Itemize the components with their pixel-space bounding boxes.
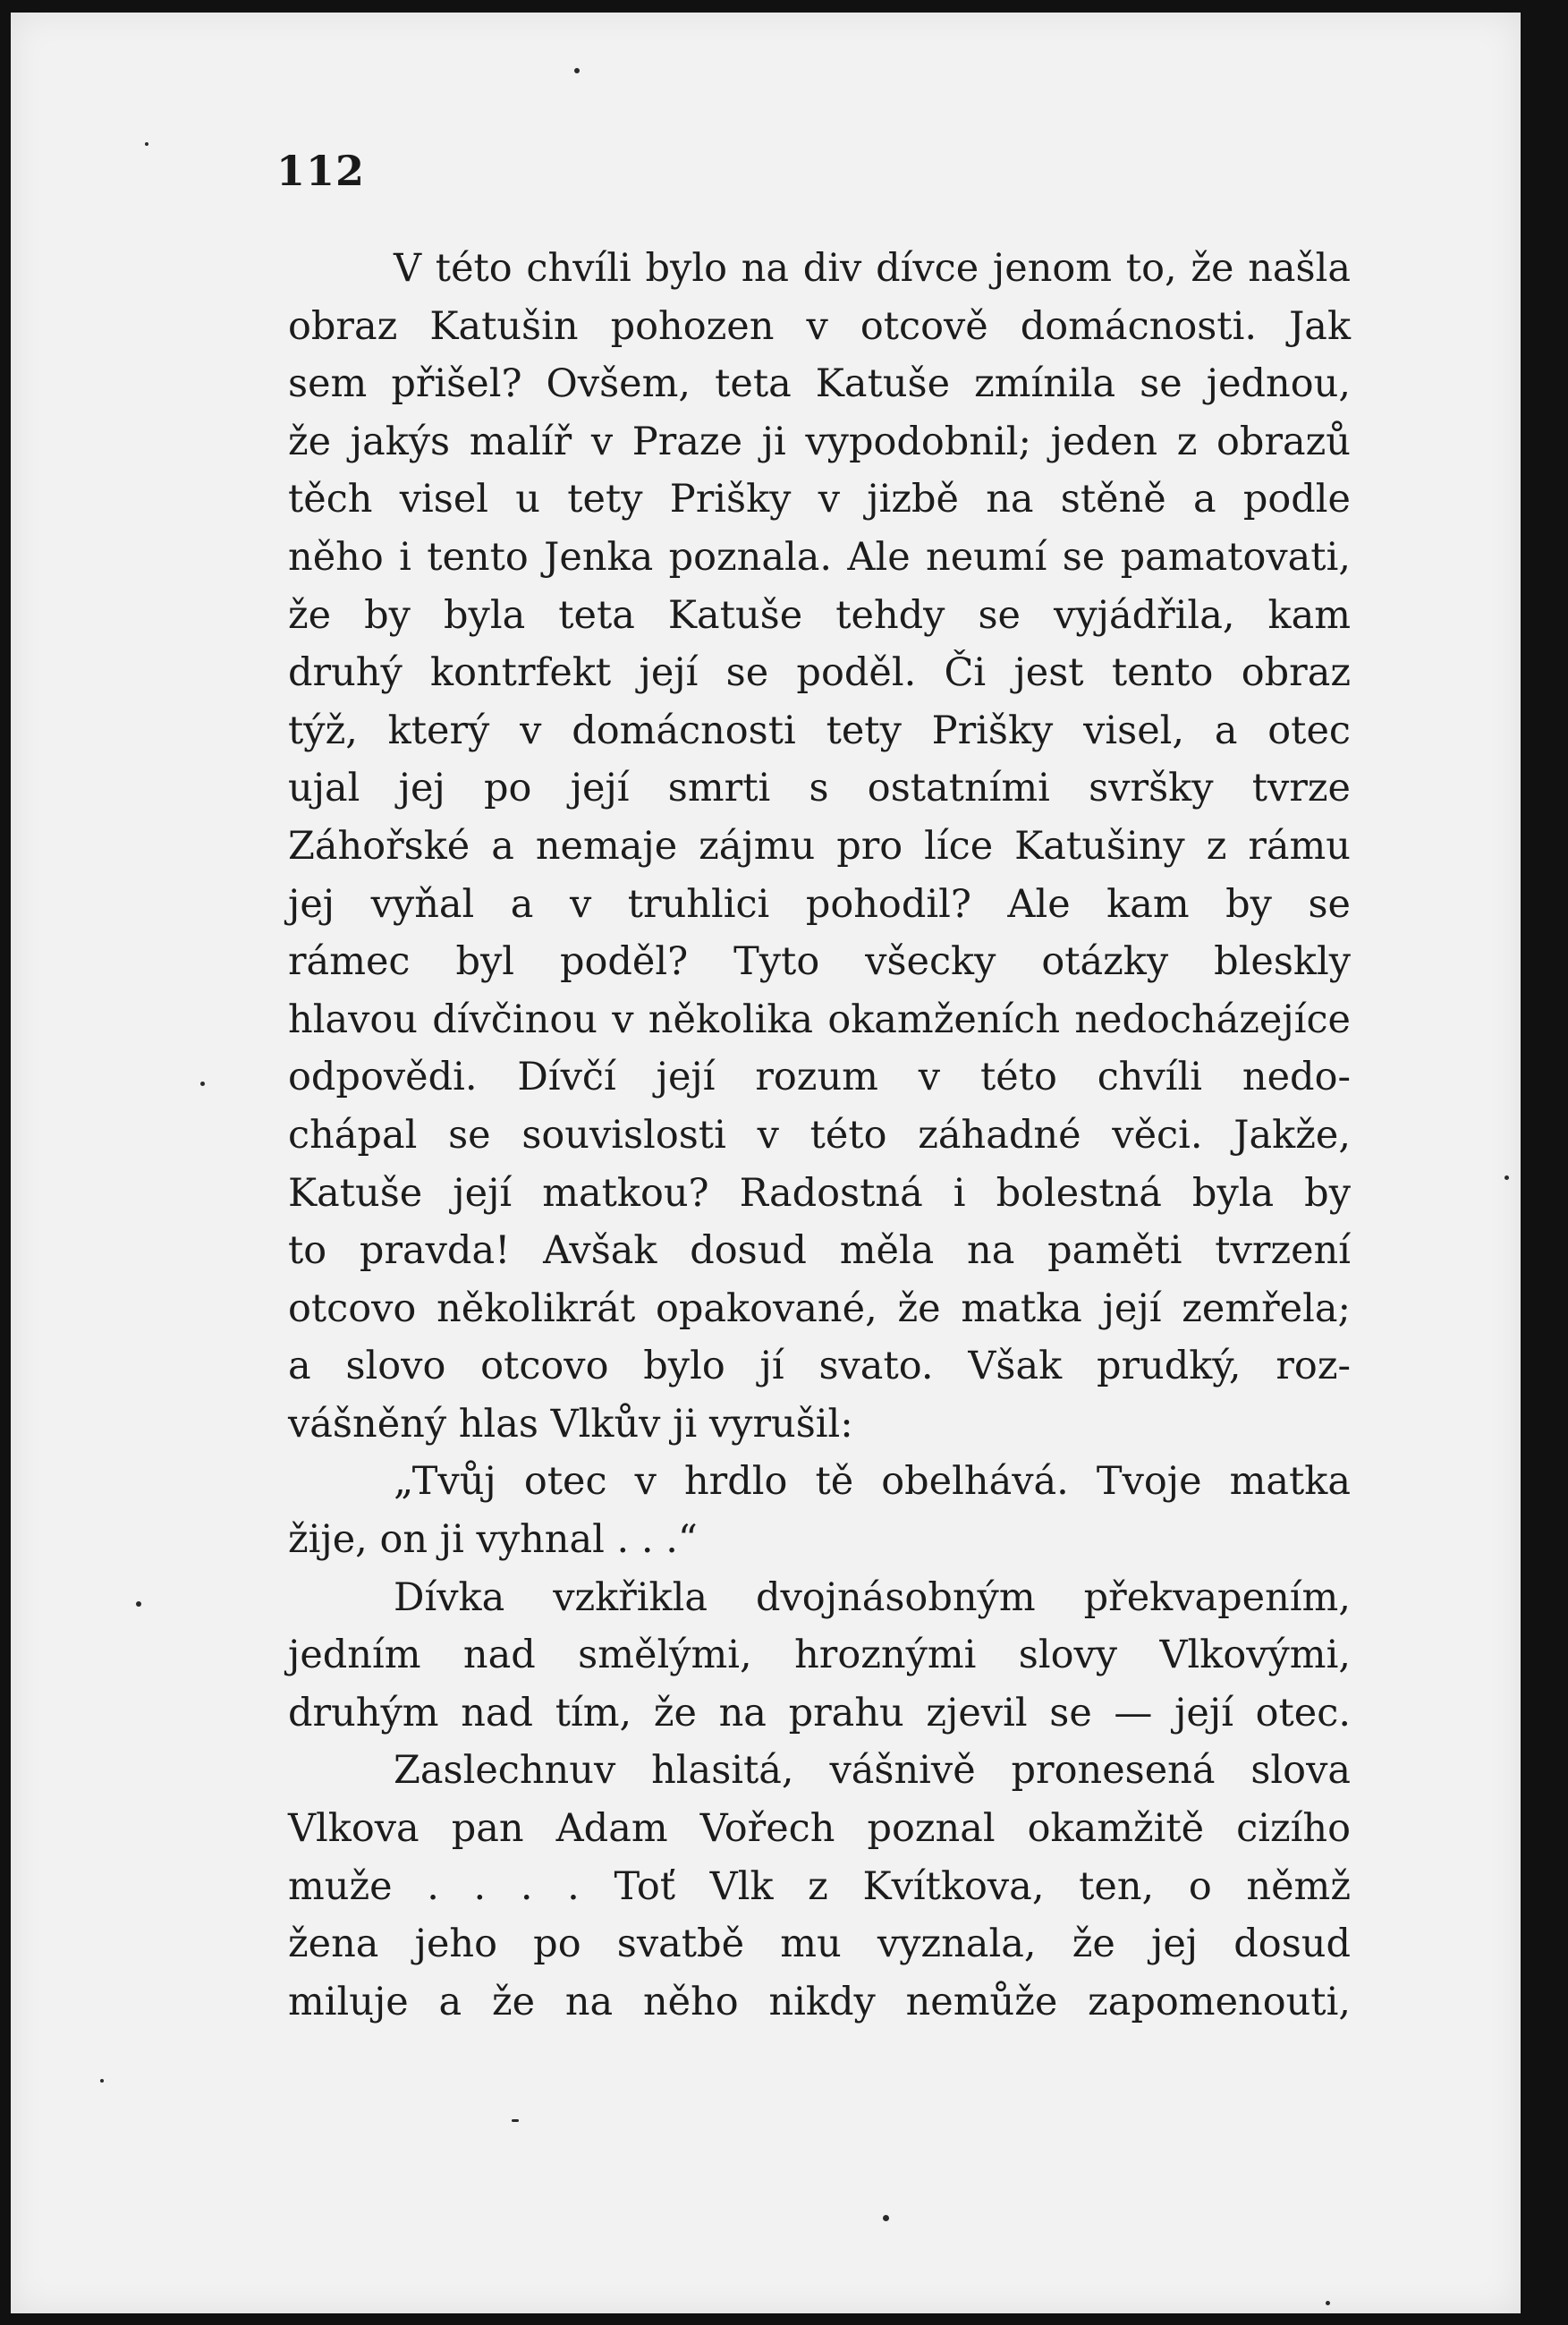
text-line: obraz Katušin pohozen v otcově domácnosti. Jak	[288, 303, 1351, 349]
text-line: druhým nad tím, že na prahu zjevil se — její otec.	[288, 1690, 1351, 1735]
text-line: hlavou dívčinou v několika okamženích nedocházejíce	[288, 997, 1351, 1042]
scan-speck	[1504, 1175, 1509, 1180]
scan-speck	[145, 142, 148, 146]
scan-speck	[100, 2079, 104, 2083]
text-line: Vlkova pan Adam Vořech poznal okamžitě cizího	[288, 1806, 1351, 1852]
text-line: týž, který v domácnosti tety Prišky visel, a otec	[288, 708, 1351, 753]
scan-speck	[574, 68, 580, 73]
text-line: jej vyňal a v truhlici pohodil? Ale kam by se	[288, 881, 1351, 927]
body-text	[288, 240, 1351, 2031]
text-line: že by byla teta Katuše tehdy se vyjádřila, kam	[288, 592, 1351, 638]
text-line: rámec byl poděl? Tyto všecky otázky bleskly	[288, 939, 1351, 985]
text-line: „Tvůj otec v hrdlo tě obelhává. Tvoje matka	[394, 1459, 1351, 1505]
text-line: že jakýs malíř v Praze ji vypodobnil; jeden z obrazů	[288, 419, 1351, 464]
text-line: žena jeho po svatbě mu vyznala, že jej dosud	[288, 1922, 1351, 1967]
text-line: muže . . . . Toť Vlk z Kvítkova, ten, o němž	[288, 1863, 1351, 1909]
book-page	[11, 13, 1521, 2313]
text-line: chápal se souvislosti v této záhadné věci. Jakže,	[288, 1112, 1351, 1158]
text-line: a slovo otcovo bylo jí svato. Však prudký, roz-	[288, 1344, 1351, 1389]
text-line: těch visel u tety Prišky v jizbě na stěně a podle	[288, 477, 1351, 522]
text-line: V této chvíli bylo na div dívce jenom to, že našla	[394, 246, 1351, 291]
page-number: 112	[276, 147, 366, 195]
text-line: Katuše její matkou? Radostná i bolestná byla by	[288, 1170, 1351, 1216]
text-line: otcovo několikrát opakované, že matka její zemřela;	[288, 1286, 1351, 1331]
scan-speck	[1326, 2301, 1330, 2305]
text-line: vášněný hlas Vlkův ji vyrušil:	[288, 1401, 853, 1447]
text-line: něho i tento Jenka poznala. Ale neumí se pamatovati,	[288, 534, 1351, 580]
text-line: žije, on ji vyhnal . . .“	[288, 1517, 698, 1563]
text-line: Dívka vzkřikla dvojnásobným překvapením,	[394, 1574, 1351, 1620]
text-line: sem přišel? Ovšem, teta Katuše zmínila se jednou,	[288, 361, 1351, 407]
scan-speck	[512, 2119, 519, 2122]
text-line: to pravda! Avšak dosud měla na paměti tvrzení	[288, 1228, 1351, 1274]
text-line: Zaslechnuv hlasitá, vášnivě pronesená slova	[394, 1748, 1351, 1794]
text-line: druhý kontrfekt její se poděl. Či jest tento obraz	[288, 650, 1351, 696]
text-line: Záhořské a nemaje zájmu pro líce Katušiny z rámu	[288, 823, 1351, 869]
scan-speck	[136, 1601, 141, 1607]
scan-speck	[883, 2215, 889, 2221]
text-line: odpovědi. Dívčí její rozum v této chvíli nedo-	[288, 1055, 1351, 1100]
scan-speck	[200, 1082, 205, 1086]
text-line: miluje a že na něho nikdy nemůže zapomenouti,	[288, 1979, 1351, 2024]
text-line: jedním nad smělými, hroznými slovy Vlkovými,	[288, 1633, 1351, 1678]
text-line: ujal jej po její smrti s ostatními svršky tvrze	[288, 766, 1351, 811]
